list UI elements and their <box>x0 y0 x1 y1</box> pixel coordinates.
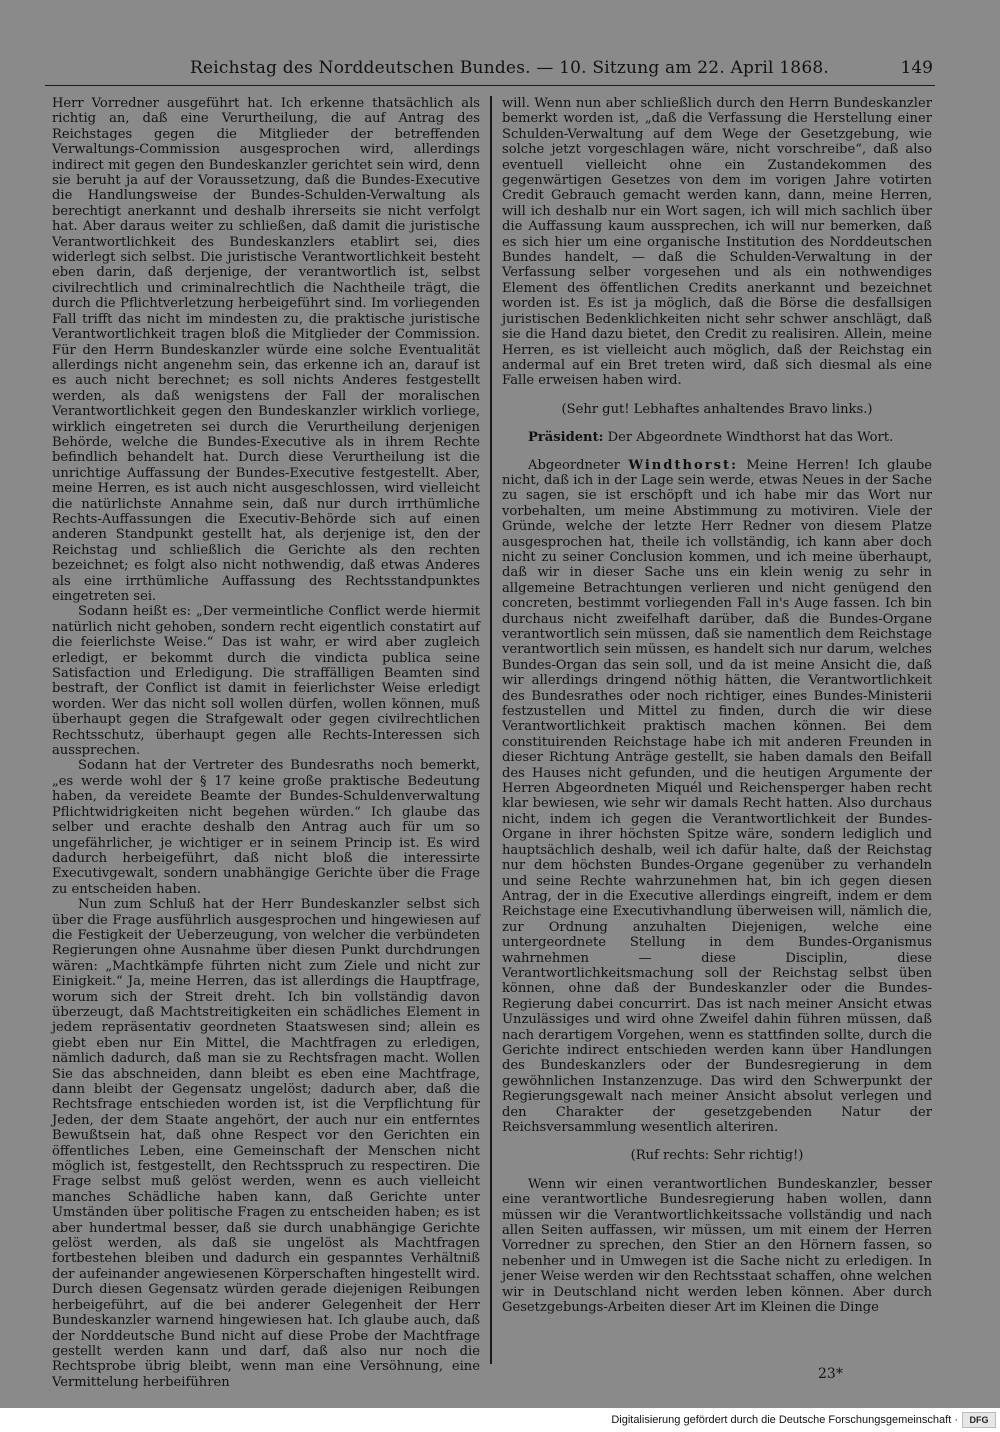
paragraph: Sodann heißt es: „Der vermeintliche Conflict werde hiermit natürlich nicht gehoben, sondern recht eigentlich constatirt auf die feierlichste Weise.“ Das ist wahr, er wird aber zugleich erledigt, er bekommt durch die vindicta publica seine Satisfaction und Erledigung. Die straffälligen Beamten sind bestraft, der Conflict ist damit in feierlichster Weise erledigt worden. Wer das nicht soll wollen dürfen, wollen können, muß überhaupt gegen die Strafgewalt oder gegen civilrechtlichen Rechtsschutz, überhaupt gegen alle Rechts-Interessen sich aussprechen. <box>52 604 480 759</box>
paragraph: Herr Vorredner ausgeführt hat. Ich erkenne thatsächlich als richtig an, daß eine Verurtheilung, die auf Antrag des Reichstages gegen die Mitglieder der betreffenden Verwaltungs-Commission ausgesprochen wird, allerdings indirect mit gegen den Bundeskanzler gerichtet sein wird, denn sie beruht ja auf der Voraussetzung, daß die Bundes-Executive die Handlungsweise der Bundes-Schulden-Verwaltung als berechtigt anerkannt und deshalb ihrerseits sie nicht verfolgt hat. Aber daraus weiter zu schließen, daß damit die juristische Verantwortlichkeit des Bundeskanzlers etablirt sei, dies widerlegt sich selbst. Die juristische Verantwortlichkeit besteht eben darin, daß derjenige, der verantwortlich ist, selbst civilrechtlich und criminalrechtlich die Nachtheile trägt, die durch die Pflichtverletzung herbeigeführt sind. Im vorliegenden Fall trifft das nicht im mindesten zu, die praktische juristische Verantwortlichkeit tragen bloß die Mitglieder der Commission. Für den Herrn Bundeskanzler würde eine solche Eventualität allerdings nicht angenehm sein, das erkenne ich an, darauf ist es auch nicht berechnet; es soll nichts Anderes festgestellt werden, als daß wenigstens der Fall der moralischen Verantwortlichkeit gegen den Bundeskanzler wirklich vorliege, wirklich eingetreten sei durch die Verurtheilung derjenigen Behörde, welche die Bundes-Executive als in ihrem Rechte befindlich behandelt hat. Durch diese Verurtheilung ist die unrichtige Auffassung der Bundes-Executive festgestellt. Aber, meine Herren, es ist auch nicht ausgeschlossen, wird vielleicht die natürlichste Annahme sein, daß nur durch irrthümliche Rechts-Auffassungen die Executiv-Behörde sich auf einen anderen Standpunkt gestellt hat, als derjenige ist, den der Reichstag und schließlich die Gerichte als den rechten bezeichnet; es folgt also nicht nothwendig, daß etwas Anderes als eine irrthümliche Auffassung des Rechtsstandpunktes eingetreten sei. <box>52 96 480 604</box>
column-divider <box>490 96 492 1364</box>
signature-mark: 23* <box>818 1366 843 1382</box>
right-column <box>502 96 932 1361</box>
speaker-intro: Abgeordneter <box>528 457 620 473</box>
page-number: 149 <box>900 58 933 78</box>
applause-note: (Sehr gut! Lebhaftes anhaltendes Bravo links.) <box>561 401 873 417</box>
paragraph <box>502 458 932 1136</box>
paragraph: will. Wenn nun aber schließlich durch den Herrn Bundeskanzler bemerkt worden ist, „daß die Verfassung die Herstellung einer Schulden-Verwaltung auf dem Wege der Gesetzgebung, wie solche jetzt vorgeschlagen wäre, nicht vorschreibe“, daß also eventuell vielleicht ohne ein Zustandekommen des gegenwärtigen Gesetzes von dem im vorigen Jahre votirten Credit Gebrauch gemacht werden kann, dann, meine Herren, will ich deshalb nur ein Wort sagen, ich will mich sachlich über die Auffassung kaum aussprechen, ich will nur bemerken, daß es sich hier um eine organische Institution des Norddeutschen Bundes handelt, — daß die Schulden-Verwaltung in der Verfassung selber vorgesehen und als ein nothwendiges Element des öffentlichen Credits anerkannt und bezeichnet worden ist. Es ist ja möglich, daß die Börse die desfallsigen juristischen Bedenklichkeiten nicht sehr schwer anschlägt, daß sie die Hand dazu bietet, den Credit zu realisiren. Allein, meine Herren, es ist vielleicht auch möglich, daß der Reichstag ein andermal auf ein Bret treten wird, daß sich diesmal als eine Falle erweisen haben wird. <box>502 96 932 389</box>
left-column <box>52 96 480 1390</box>
page-header <box>45 56 935 86</box>
footer-bar <box>0 1408 1000 1432</box>
running-title: Reichstag des Norddeutschen Bundes. — 10. Sitzung am 22. April 1868. <box>190 58 829 78</box>
speaker-name: Windthorst: <box>628 457 738 473</box>
paragraph: Sodann hat der Vertreter des Bundesraths noch bemerkt, „es werde wohl der § 17 keine große praktische Bedeutung haben, da vereidete Beamte der Bundes-Schuldenverwaltung Pflichtwidrigkeiten nicht begehen würden.“ Ich glaube das selber und erachte deshalb den Antrag auch für um so ungefährlicher, je wichtiger er in seinem Princip ist. Es wird dadurch herbeigeführt, daß nicht bloß die interessirte Executivgewalt, sondern unabhängige Gerichte über die Frage zu entscheiden haben. <box>52 758 480 897</box>
president-text: Der Abgeordnete Windthorst hat das Wort. <box>607 430 894 446</box>
paragraph: Nun zum Schluß hat der Herr Bundeskanzler selbst sich über die Frage ausführlich ausgesprochen und hingewiesen auf die Festigkeit der Ueberzeugung, von welcher die verbündeten Regierungen ohne Ausnahme über diesen Punkt durchdrungen wären: „Machtkämpfe führten nicht zum Ziele und nicht zur Einigkeit.“ Ja, meine Herren, das ist allerdings die Hauptfrage, worum sich der Streit dreht. Ich bin vollständig davon überzeugt, daß Machtstreitigkeiten ein schädliches Element in jedem repräsentativ geordneten Staatswesen sind; allein es giebt eben nur Ein Mittel, die Machtfragen zu erledigen, nämlich dadurch, daß man sie zu Rechtsfragen macht. Wollen Sie das abschneiden, dann bleibt es eben eine Machtfrage, dann bleibt der Gegensatz ungelöst; dadurch aber, daß die Rechtsfrage entschieden worden ist, ist die Verpflichtung für Jeden, der dem Staate angehört, der auch nur ein entferntes Bewußtsein hat, daß ohne Respect vor den Gerichten ein öffentliches Leben, eine Gemeinschaft der Menschen nicht möglich ist, festgestellt, den Rechtsspruch zu respectiren. Die Frage selbst muß gelöst werden, wenn es auch vielleicht manches Schädliche haben kann, daß Gerichte unter Umständen über politische Fragen zu entscheiden haben; es ist aber hundertmal besser, daß sie durch unabhängige Gerichte gelöst werden, als daß sie ungelöst als Machtfragen fortbestehen bleiben und dadurch ein gespanntes Verhältniß der aufeinander angewiesenen Körperschaften hingestellt wird. Durch diesen Gegensatz würden gerade diejenigen Reibungen herbeigeführt, auf die bei anderer Gelegenheit der Herr Bundeskanzler warnend hingewiesen hat. Ich glaube auch, daß der Norddeutsche Bund nicht auf diese Probe der Machtfrage gestellt werden kann und darf, daß also nur noch die Rechtsprobe übrig bleibt, wenn man eine Versöhnung, eine Vermittelung herbeiführen <box>52 897 480 1390</box>
president-label: Präsident: <box>528 430 604 446</box>
dfg-logo: DFG <box>962 1412 996 1428</box>
paragraph: Wenn wir einen verantwortlichen Bundeskanzler, besser eine verantwortliche Bundesregierung haben wollen, dann müssen wir die Verantwortlichkeitssache vollständig und nach allen Seiten auffassen, wir müssen, um mit einem der Herren Vorredner zu sprechen, den Stier an den Hörnern fassen, so nebenher und in Umwegen ist die Sache nicht zu erledigen. In jener Weise werden wir den Rechtsstaat schaffen, ohne welchen wir in Deutschland nicht werden leben können. Aber durch Gesetzgebungs-Arbeiten dieser Art im Kleinen die Dinge <box>502 1176 932 1316</box>
funding-credit: Digitalisierung gefördert durch die Deutsche Forschungsgemeinschaft · <box>611 1414 958 1426</box>
president-line <box>502 430 932 445</box>
interjection-note: (Ruf rechts: Sehr richtig!) <box>630 1148 804 1164</box>
speech-text: Meine Herren! Ich glaube nicht, daß ich in der Lage sein werde, etwas Neues in der Sache zu sagen, sie ist erschöpft und ich habe mir das Wort nur vorbehalten, um meine Abstimmung zu motiviren. Viele der Gründe, welche der letzte Herr Redner von diesem Platze ausgesprochen hat, theile ich vollständig, ich kann aber doch nicht zu seiner Conclusion kommen, und ich meine überhaupt, daß wir in dieser Sache uns ein klein wenig zu sehr in allgemeine Betrachtungen verlieren und nicht genügend den concreten, bestimmt vorliegenden Fall in's Auge fassen. Ich bin durchaus nicht zweifelhaft darüber, daß die Bundes-Organe verantwortlich sein müssen, daß sie namentlich dem Reichstage verantwortlich sein müssen, es handelt sich nur darum, welches Bundes-Organ das sein soll, und da ist meine Ansicht die, daß wir allerdings dringend nöthig hätten, die Verantwortlichkeit des Bundesrathes oder noch richtiger, eines Bundes-Ministerii festzustellen und Mittel zu finden, durch die wir diese Verantwortlichkeit praktisch machen können. Bei dem constituirenden Reichstage habe ich mit anderen Freunden in dieser Richtung Anträge gestellt, sie haben damals den Beifall des Hauses nicht gefunden, und die heutigen Argumente der Herren Abgeordneten Miquél und Reichensperger haben recht klar bewiesen, wie sehr wir damals Recht hatten. Also durchaus nicht, indem ich gegen die Verantwortlichkeit der Bundes-Organe in ihrer höchsten Spitze wäre, sondern lediglich und hauptsächlich deshalb, weil ich dafür halte, daß der Reichstag nur dem höchsten Bundes-Organe gegenüber zu verhandeln und seine Rechte wahrzunehmen hat, bin ich gegen diesen Antrag, der in die Executive allerdings eingreift, indem er dem Reichstage eine Executivhandlung überweisen will, nämlich die, zur Ordnung anzuhalten Diejenigen, welche eine untergeordnete Stellung in dem Bundes-Organismus wahrnehmen — diese Disciplin, diese Verantwortlichkeitsmachung soll der Reichstag selbst üben können, ohne daß der Bundeskanzler oder die Bundes-Regierung dabei concurrirt. Das ist nach meiner Ansicht etwas Unzulässiges und wird ohne Zweifel dahin führen müssen, daß nach derartigem Vorgehen, wenn es stattfinden sollte, durch die Gerichte indirect entschieden werden kann über Handlungen des Bundeskanzlers oder der Bundesregierung in dem gewöhnlichen Instanzenzuge. Das wird den Schwerpunkt der Regierungsgewalt nach meiner Ansicht absolut verlegen und den Charakter der gesetzgebenden Natur der Reichsversammlung wesentlich alteriren. <box>502 457 932 1135</box>
